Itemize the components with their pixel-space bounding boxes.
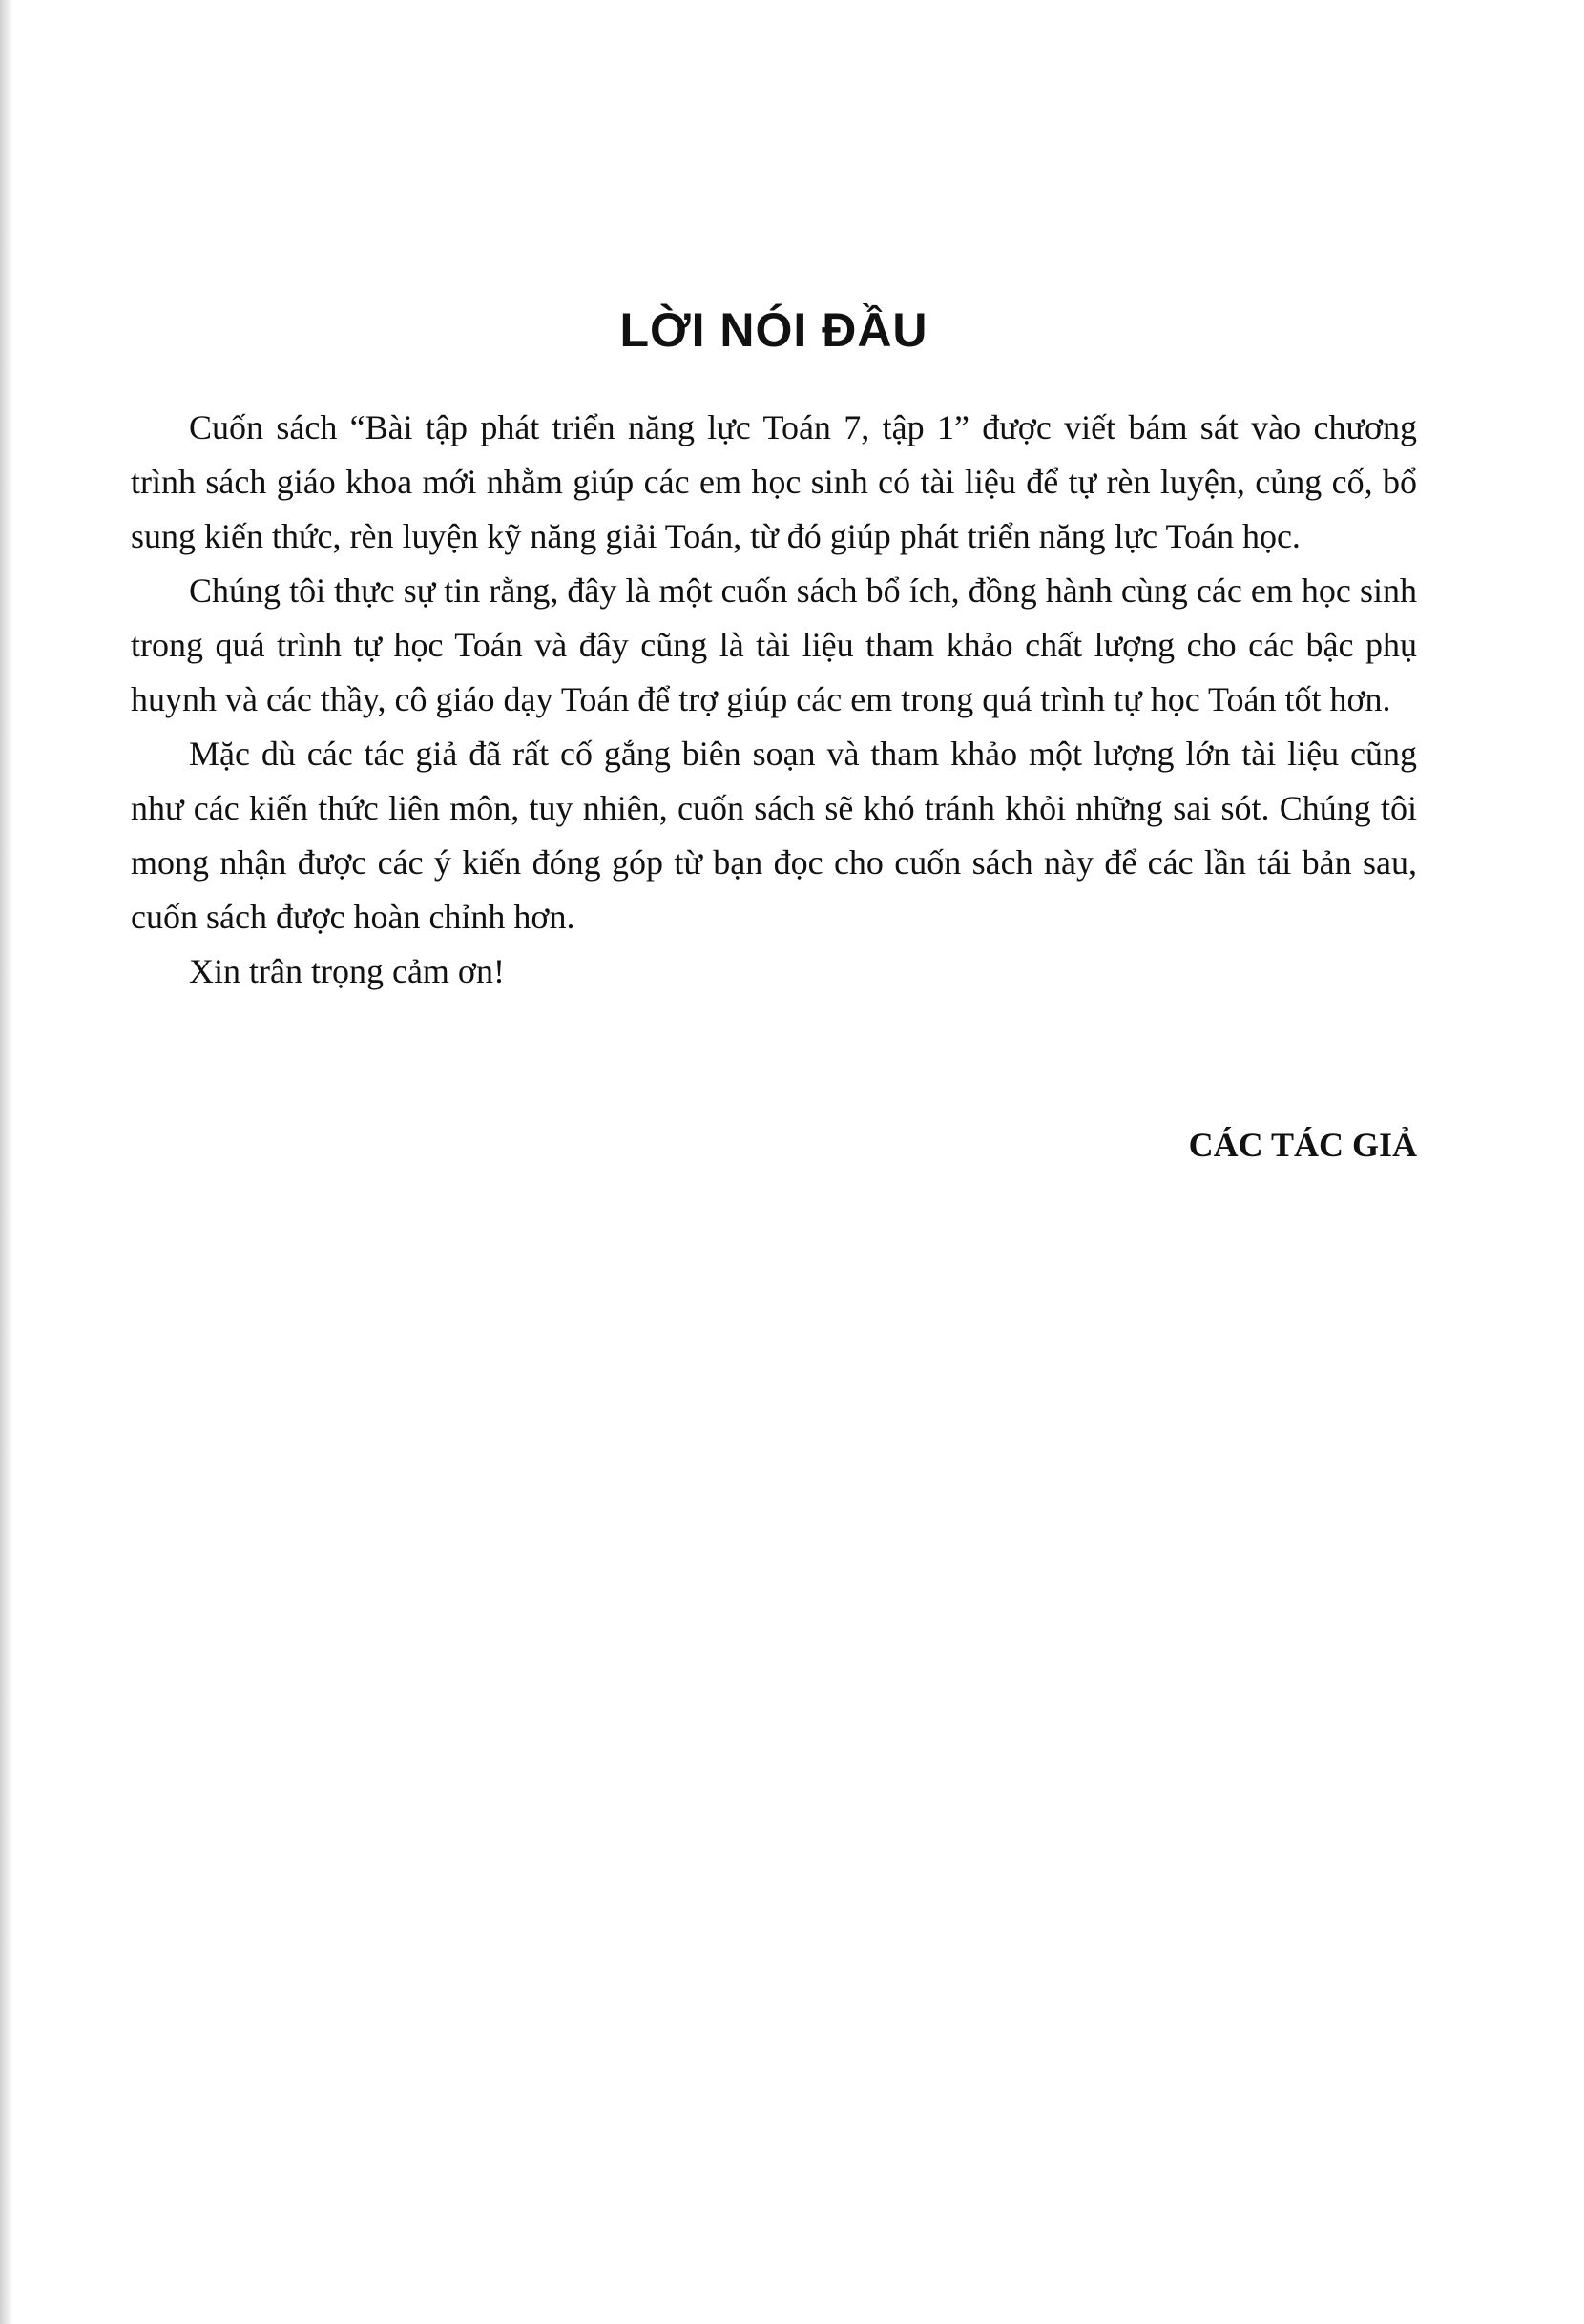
scan-edge-shadow (0, 0, 13, 2324)
document-page (131, 0, 1417, 2324)
page-title: LỜI NÓI ĐẦU (619, 303, 928, 357)
closing-line: Xin trân trọng cảm ơn! (189, 952, 505, 990)
paragraph-2: Chúng tôi thực sự tin rằng, đây là một cuốn sách bổ ích, đồng hành cùng các em học sinh trong quá trình tự học Toán và đây cũng là tài liệu tham khảo chất lượng cho các bậc phụ huynh và các thầy, cô giáo dạy Toán để trợ giúp các em trong quá trình tự học Toán tốt hơn. (131, 571, 1417, 718)
paragraph-3: Mặc dù các tác giả đã rất cố gắng biên soạn và tham khảo một lượng lớn tài liệu cũng như các kiến thức liên môn, tuy nhiên, cuốn sách sẽ khó tránh khỏi những sai sót. Chúng tôi mong nhận được các ý kiến đóng góp từ bạn đọc cho cuốn sách này để các lần tái bản sau, cuốn sách được hoàn chỉnh hơn. (131, 735, 1417, 936)
paragraph-1: Cuốn sách “Bài tập phát triển năng lực Toán 7, tập 1” được viết bám sát vào chương trình sách giáo khoa mới nhằm giúp các em học sinh có tài liệu để tự rèn luyện, củng cố, bổ sung kiến thức, rèn luyện kỹ năng giải Toán, từ đó giúp phát triển năng lực Toán học. (131, 408, 1417, 555)
author-signature: CÁC TÁC GIẢ (1188, 1126, 1417, 1164)
preface-body (131, 401, 1417, 999)
